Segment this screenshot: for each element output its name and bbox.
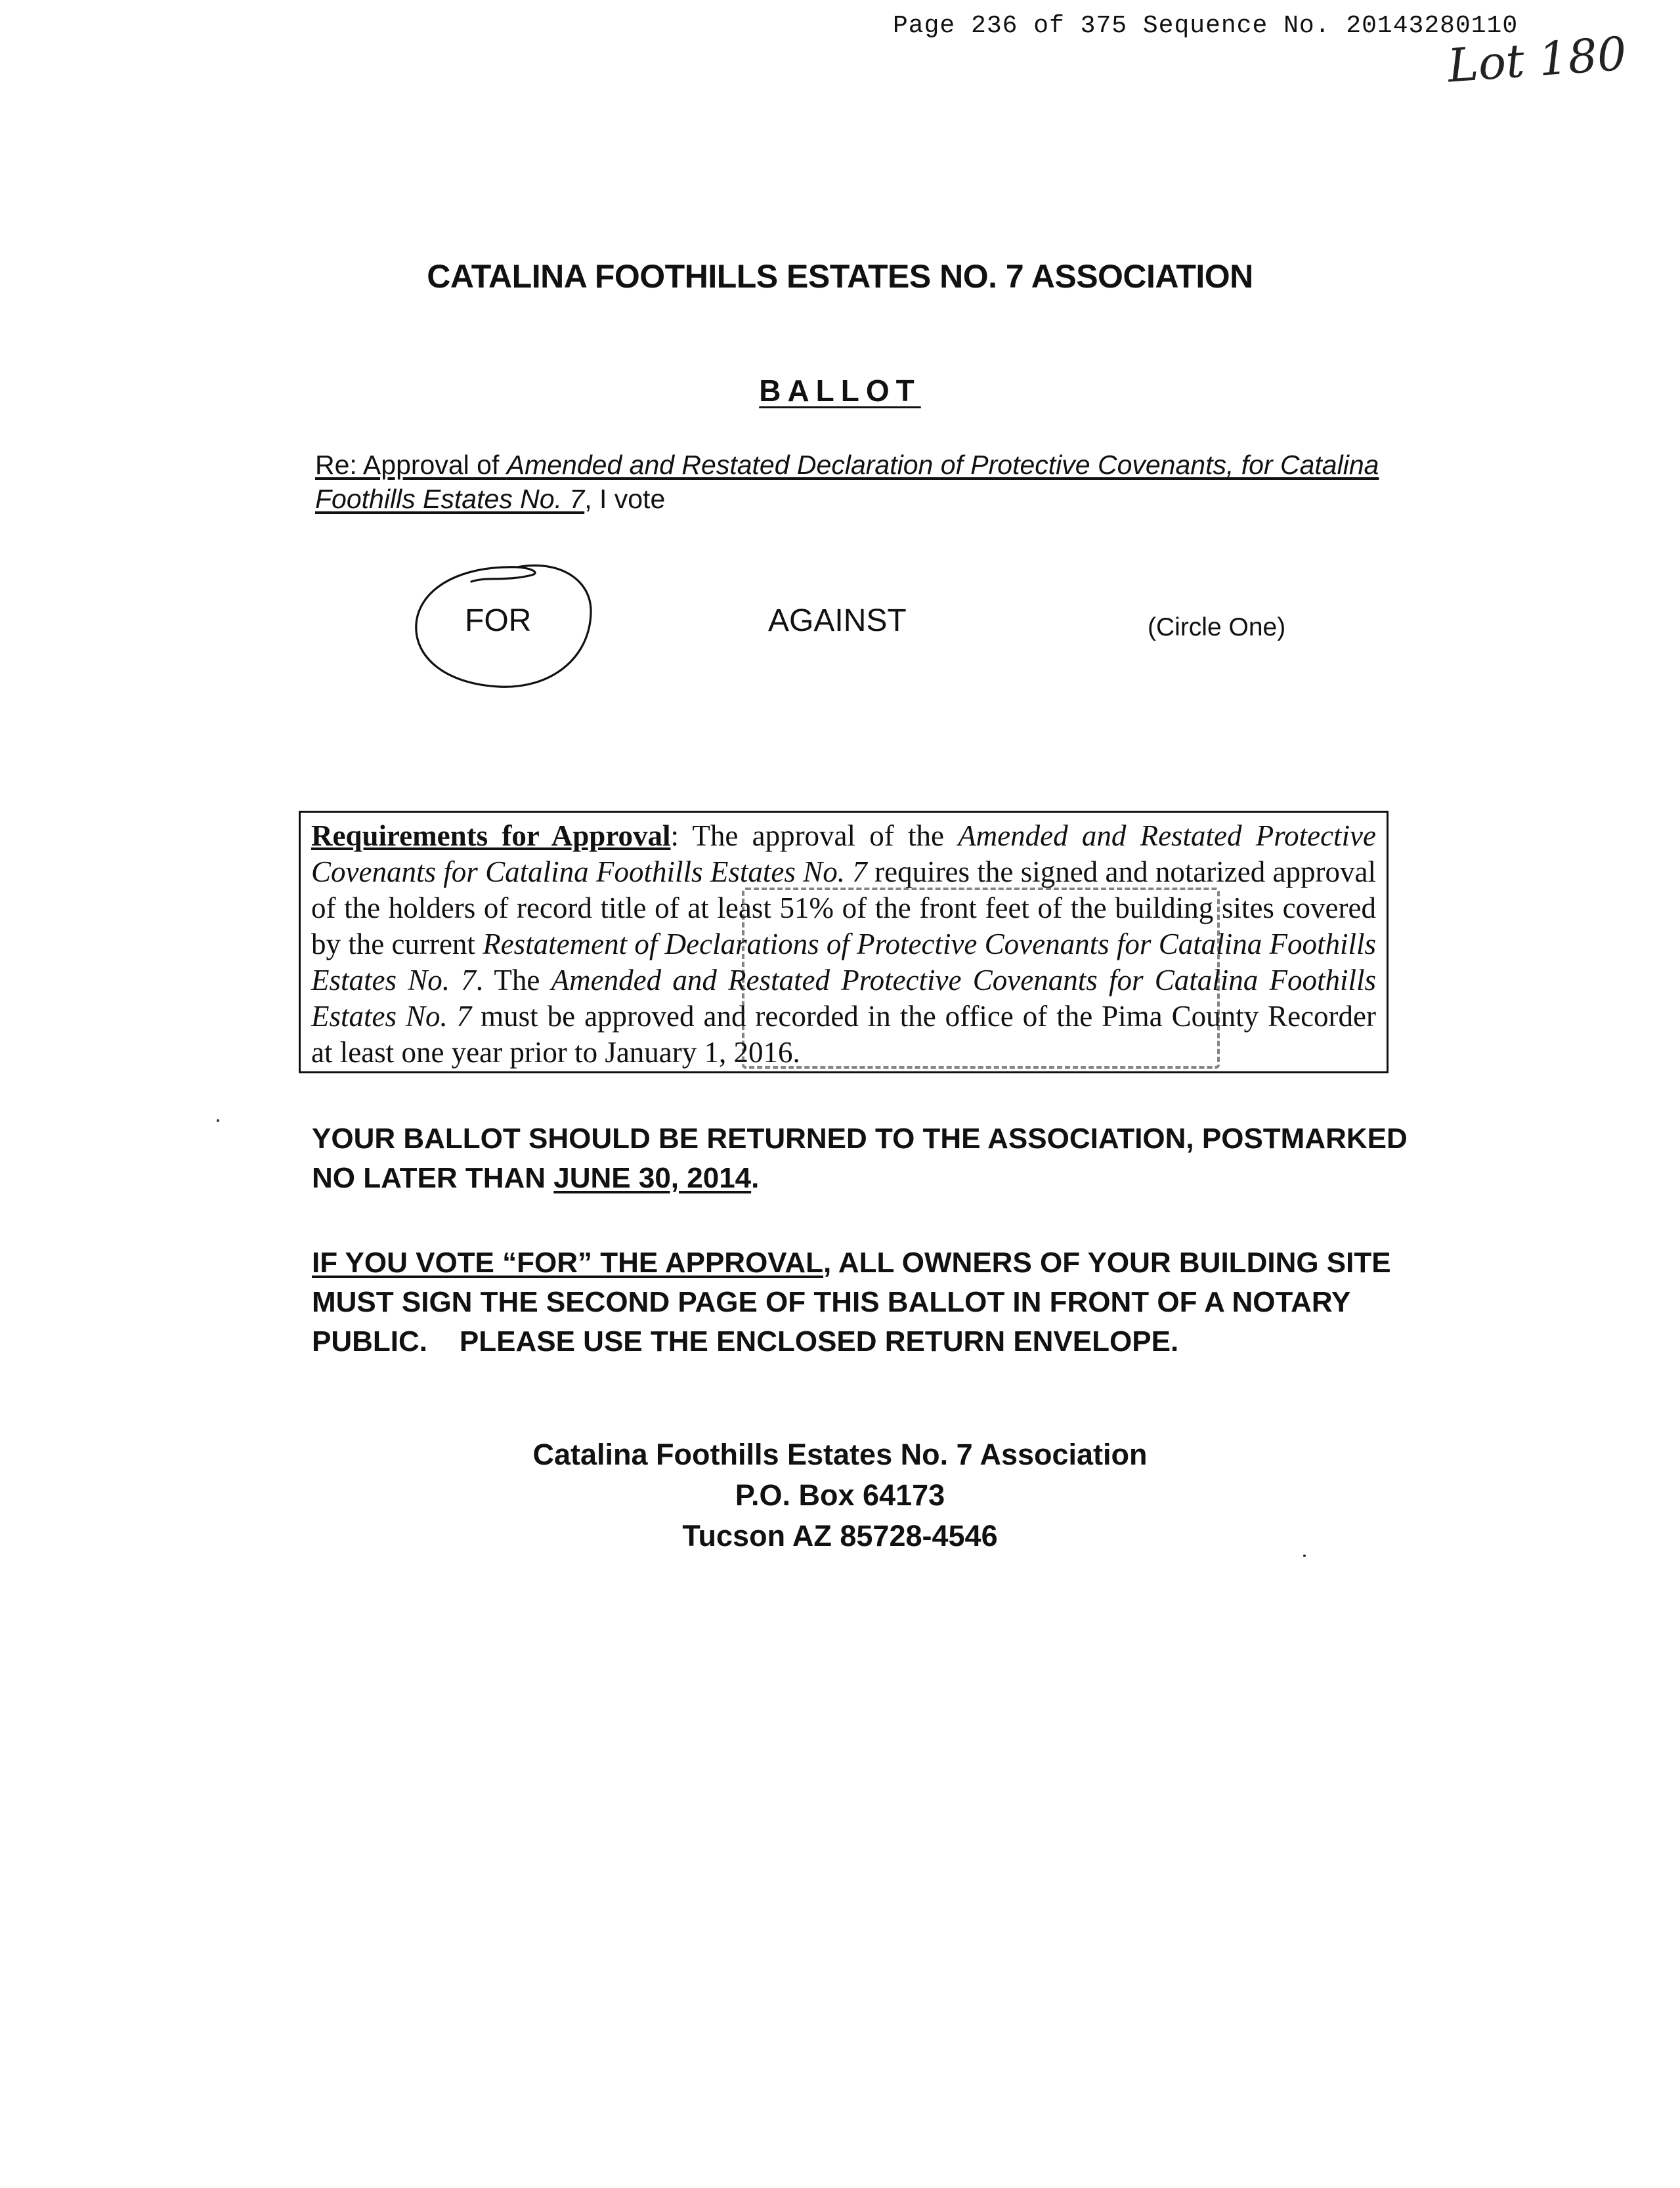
ballot-heading bbox=[0, 373, 1680, 408]
vote-instruction: (Circle One) bbox=[1148, 613, 1286, 641]
re-line bbox=[315, 448, 1405, 516]
requirements-text-1: : The approval of the bbox=[670, 819, 958, 852]
requirements-text-2: requires the signed and notarized approval of the holders of record title of at least 51% of the front feet of the building sites covered by the current bbox=[311, 855, 1376, 960]
footer-org-name: Catalina Foothills Estates No. 7 Association bbox=[532, 1438, 1148, 1471]
notary-notice-condition: IF YOU VOTE “FOR” THE APPROVAL bbox=[312, 1247, 824, 1279]
scan-speck bbox=[1303, 1555, 1306, 1557]
return-notice bbox=[312, 1119, 1428, 1198]
requirements-italic-1: Amended and Restated Protective Covenants for Catalina Foothills Estates No. 7 bbox=[311, 819, 1376, 888]
re-suffix: , I vote bbox=[584, 484, 666, 514]
ballot-heading-text: BALLOT bbox=[759, 374, 921, 408]
return-deadline-date: JUNE 30, 2014 bbox=[553, 1162, 752, 1194]
footer-city-line: Tucson AZ 85728-4546 bbox=[682, 1519, 998, 1553]
document-title: CATALINA FOOTHILLS ESTATES NO. 7 ASSOCIATION bbox=[427, 258, 1253, 295]
page-sequence-stamp: Page 236 of 375 Sequence No. 20143280110 bbox=[893, 12, 1518, 40]
requirements-text-4: must be approved and recorded in the office of the Pima County Recorder at least one year prior to January 1, 2016. bbox=[311, 1000, 1376, 1069]
notary-notice-text: , ALL OWNERS OF YOUR BUILDING SITE MUST SIGN THE SECOND PAGE OF THIS BALLOT IN FRONT OF A NOTARY PUBLIC. PLEASE USE THE ENCLOSED RETURN ENVELOPE. bbox=[312, 1247, 1391, 1358]
requirements-text-3: . The bbox=[475, 964, 551, 997]
return-notice-end: . bbox=[751, 1162, 760, 1194]
vote-option-for[interactable]: FOR bbox=[465, 603, 532, 638]
vote-option-against[interactable]: AGAINST bbox=[768, 603, 907, 638]
re-prefix: Re: Approval of bbox=[315, 450, 507, 480]
notary-notice bbox=[312, 1243, 1428, 1362]
footer-po-box: P.O. Box 64173 bbox=[735, 1478, 945, 1512]
scan-speck bbox=[217, 1119, 219, 1122]
requirements-italic-2: Restatement of Declarations of Protective Covenants for Catalina Foothills Estates No. 7 bbox=[311, 928, 1376, 997]
requirements-label: Requirements for Approval bbox=[311, 819, 671, 852]
requirements-italic-3: Amended and Restated Protective Covenants for Catalina Foothills Estates No. 7 bbox=[311, 964, 1376, 1033]
return-notice-text: YOUR BALLOT SHOULD BE RETURNED TO THE ASSOCIATION, POSTMARKED NO LATER THAN bbox=[312, 1123, 1408, 1194]
re-document-name: Amended and Restated Declaration of Protective Covenants, for Catalina Foothills Estates No. 7 bbox=[315, 450, 1379, 514]
requirements-box bbox=[299, 811, 1389, 1073]
footer-address bbox=[0, 1434, 1680, 1556]
handwritten-lot-note: Lot 180 bbox=[1446, 26, 1629, 93]
